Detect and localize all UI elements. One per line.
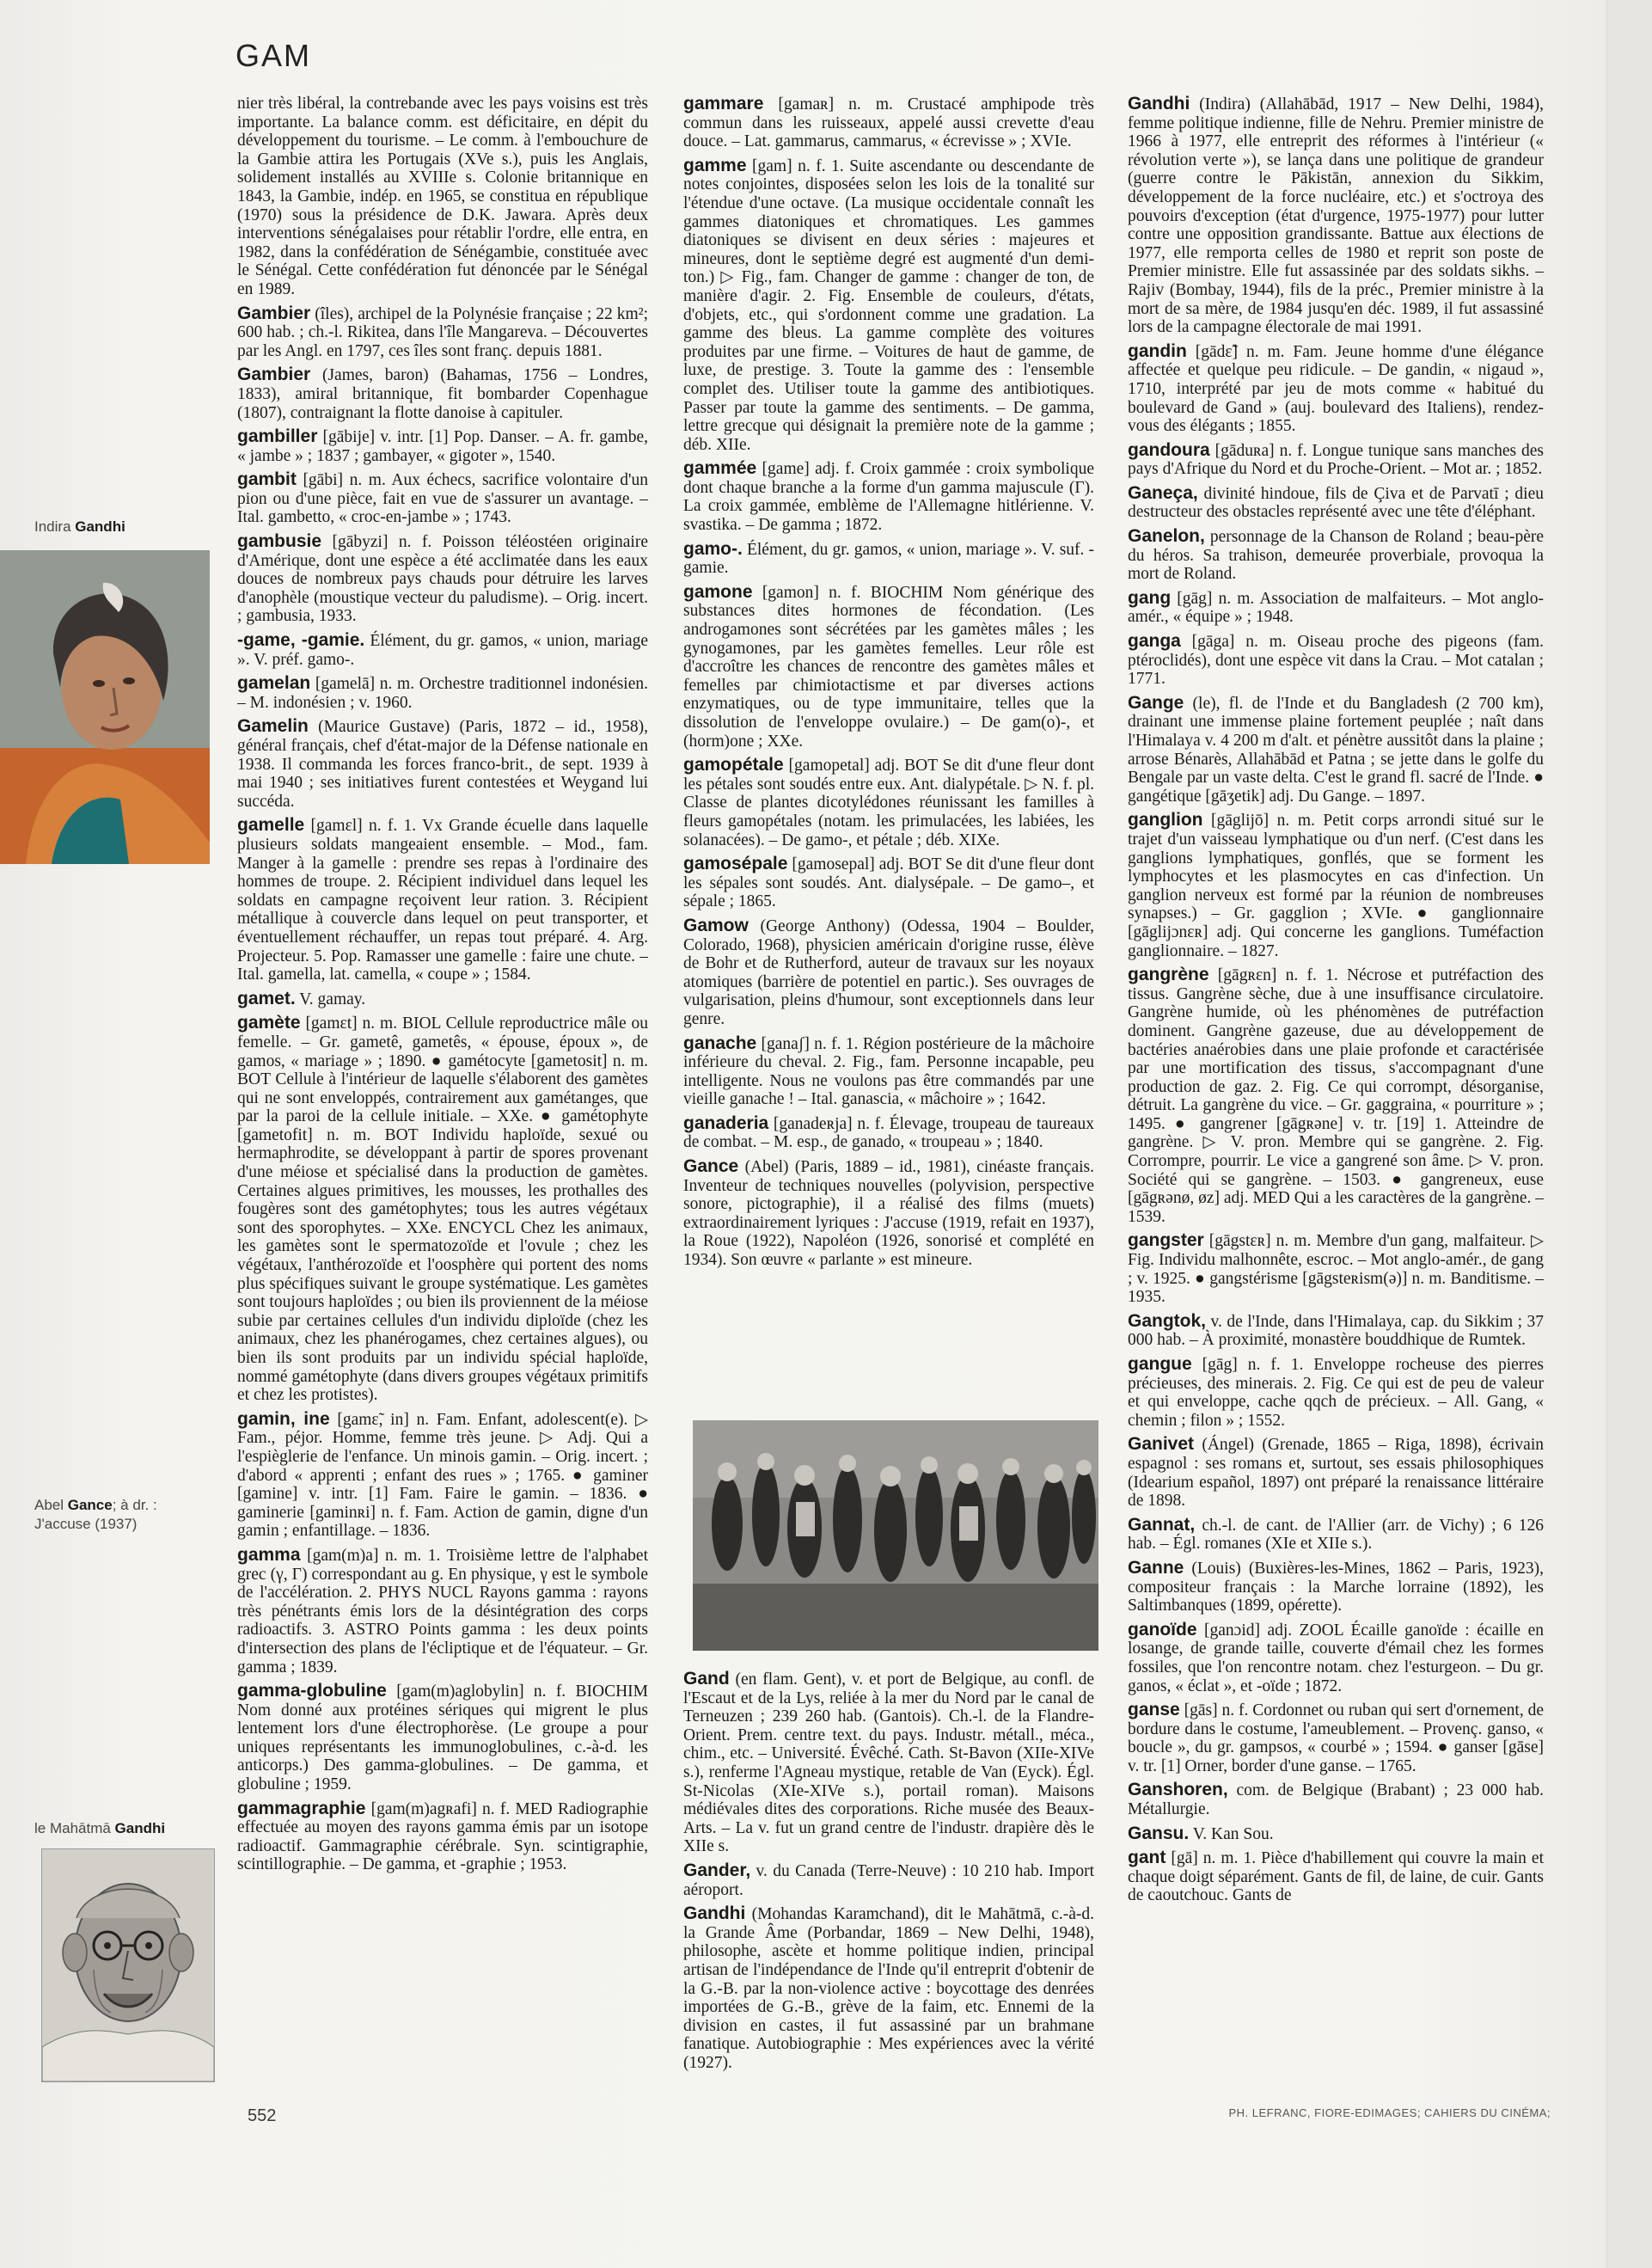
dictionary-entry	[683, 756, 1094, 849]
entry-headword: ganse	[1128, 1700, 1180, 1720]
entry-definition: (George Anthony) (Odessa, 1904 – Boulder, Colorado, 1968), physicien américain d'origine russe, élève de Bohr et de Rutherford, auteur de travaux sur les noyaux atomiques (barrière de potentiel en partic.). Ses ouvrages de vulgarisation, pleins d'humour, sont exceptionnels dans leur genre.	[683, 916, 1094, 1028]
entry-headword: gangster	[1128, 1230, 1204, 1251]
entry-definition: Élément, du gr. gamos, « union, mariage ». V. suf. -gamie.	[683, 540, 1094, 578]
entry-headword: Ganivet	[1128, 1434, 1195, 1455]
dictionary-entry	[683, 855, 1094, 911]
entry-definition: [gamɛ̃, in] n. Fam. Enfant, adolescent(e). ▷ Fam., péjor. Homme, femme très jeune. ▷ Adj. Qui a l'espièglerie de l'enfance. Un minois gamin. – Orig. incert. ; d'abord « apprenti ; enfant des rues » ; 1765. ● gaminer [gamine] v. intr. [1] Fam. Faire le gamin. – 1836. ● gaminerie [gaminʀi] n. f. Fam. Action de gamin, digne d'un gamin ; enfantillage. – 1836.	[237, 1410, 648, 1541]
entry-headword: gammée	[683, 458, 757, 479]
dictionary-entry	[1128, 1781, 1544, 1818]
entry-definition: [gāglijō] n. m. Petit corps arrondi situé sur le trajet d'un vaisseau lymphatique ou d'un nerf. (C'est dans les ganglions lymphatiques, gonflés, que se forment les lymphocytes et les plasmocytes en cas d'infection. Un ganglion nerveux est formé par la réunion de nombreuses synapses.) – Gr. gagglion ; XVIe. ● ganglionnaire [gāglijɔnɛʀ] adj. Qui concerne les ganglions. Tuméfaction ganglionnaire. – 1827.	[1128, 812, 1544, 960]
entry-definition: (en flam. Gent), v. et port de Belgique, au confl. de l'Escaut et de la Lys, reliée à la mer du Nord par le canal de Terneuzen ; 239 260 hab. (Gantois). Ch.-l. de la Flandre-Orient. Prem. centre text. du pays. Industr. métall., méca., chim., etc. – Université. Évêché. Cath. St-Bavon (XIIe-XIVe s.), renferme l'Agneau mystique, retable de Van (Eyck). Égl. St-Nicolas (XIe-XIVe s.), portail roman). Maisons médiévales dites des corporations. Riche musée des Beaux-Arts. – La v. fut un grand centre de l'industr. drapière dès le XIIe s.	[683, 1670, 1094, 1856]
entry-definition: nier très libéral, la contrebande avec les pays voisins est très importante. La balance comm. est déficitaire, en dépit du développement du tourisme. – Le comm. à l'embouchure de la Gambie attira les Portugais (XVe s.), puis les Anglais, solidement installés au XVIIIe s. Colonie britannique en 1843, la Gambie, indép. en 1965, se constitua en république (1970) sous la présidence de D.K. Jawara. Après deux interventions sénégalaises pour rétablir l'ordre, elle entra, en 1982, dans la confédération de Sénégambie, constituée avec le Sénégal. Cette confédération fut dénoncée par le Sénégal en 1989.	[237, 95, 648, 298]
entry-headword: gamelle	[237, 815, 305, 836]
entry-definition: (Indira) (Allahābād, 1917 – New Delhi, 1984), femme politique indienne, fille de Nehru. Premier ministre de 1966 à 1977, elle entreprit des réformes à l'intérieur (« révolution verte »), se lança dans une politique de grandeur (guerre contre le Pākistān, annexion du Sikkim, développement de la force nucléaire, etc.) et s'octroya des pouvoirs d'exception (état d'urgence, 1975-1977) pour lutter contre une opposition grandissante. Battue aux élections de 1977, elle remporta celles de 1980 et reprit son poste de Premier ministre. Elle fut assassinée par des soldats sikhs. – Rajiv (Bombay, 1944), fils de la préc., Premier ministre à la mort de sa mère, de 1984 jusqu'en déc. 1989, il fut assassiné lors de la campagne électorale de mai 1991.	[1128, 95, 1544, 337]
entry-headword: Gandhi	[683, 1903, 746, 1924]
dictionary-entry	[1128, 95, 1544, 337]
entry-definition: (îles), archipel de la Polynésie française ; 22 km²; 600 hab. ; ch.-l. Rikitea, dans l'île Mangareva. – Découvertes par les Angl. en 1797, ces îles sont franç. depuis 1881.	[237, 304, 648, 360]
entry-definition: ch.-l. de cant. de l'Allier (arr. de Vichy) ; 6 126 hab. – Égl. romanes (XIe et XIIe s.).	[1128, 1516, 1544, 1554]
entry-definition: [gam(m)a] n. m. 1. Troisième lettre de l'alphabet grec (γ, Γ) correspondant au g. En physique, γ est le symbole de l'accélération. 2. PHYS NUCL Rayons gamma : rayons très pénétrants émis lors de la désintégration des corps radioactifs. 3. ASTRO Points gamma : les deux points d'intersection des plans de l'écliptique et de l'équateur. – Gr. gamma ; 1839.	[237, 1546, 648, 1676]
dictionary-entry	[237, 631, 648, 669]
dictionary-entry	[683, 916, 1094, 1029]
entry-headword: Ganne	[1128, 1557, 1184, 1578]
dictionary-entry	[683, 95, 1094, 151]
entry-definition: [gāduʀa] n. f. Longue tunique sans manches des pays d'Afrique du Nord et du Proche-Orient. – Mot ar. ; 1852.	[1128, 441, 1544, 479]
dictionary-entry	[683, 1034, 1094, 1109]
entry-headword: Gansu.	[1128, 1823, 1190, 1843]
dictionary-entry	[683, 583, 1094, 751]
dictionary-entry	[1128, 527, 1544, 584]
dictionary-entry	[237, 816, 648, 984]
dictionary-entry	[237, 1799, 648, 1874]
entry-headword: gammare	[683, 95, 764, 113]
entry-definition: v. de l'Inde, dans l'Himalaya, cap. du Sikkim ; 37 000 hab. – À proximité, monastère bouddhique de Rumtek.	[1128, 1312, 1544, 1350]
dictionary-entry	[237, 95, 648, 299]
dictionary-entry	[237, 990, 648, 1009]
entry-headword: gamo-.	[683, 538, 743, 559]
entry-headword: Ganelon,	[1128, 526, 1205, 547]
entry-definition: (Louis) (Buxières-les-Mines, 1862 – Paris, 1923), compositeur français : la Marche lorraine (1892), les Saltimbanques (1899, opérette).	[1128, 1559, 1544, 1615]
dictionary-entry	[1128, 1355, 1544, 1430]
dictionary-entry	[1128, 811, 1544, 960]
entry-headword: gamma	[237, 1544, 301, 1565]
dictionary-entry	[1128, 1516, 1544, 1554]
entry-headword: gangrène	[1128, 965, 1209, 985]
dictionary-entry	[237, 1546, 648, 1676]
entry-definition: [ganaʃ] n. f. 1. Région postérieure de la mâchoire inférieure du cheval. 2. Fig., fam. Personne incapable, peu intelligente. Nous ne voulons pas être commandés par une vieille ganache ! – Ital. ganascia, « mâchoire » ; 1642.	[683, 1034, 1094, 1109]
dictionary-entry	[237, 304, 648, 361]
entry-headword: Gange	[1128, 692, 1184, 713]
entry-headword: Ganeça,	[1128, 482, 1198, 503]
entry-definition: [gamosepal] adj. BOT Se dit d'une fleur dont les sépales sont soudés. Ant. dialysépale. – De gamo–, et sépale ; 1865.	[683, 855, 1094, 911]
dictionary-entry	[237, 427, 648, 465]
entry-headword: gang	[1128, 587, 1172, 608]
entry-headword: gangue	[1128, 1354, 1192, 1374]
caption-indira-gandhi: Indira Gandhi	[34, 518, 125, 535]
entry-definition: [gābi] n. m. Aux échecs, sacrifice volontaire d'un pion ou d'une pièce, fait en vue de s'assurer un avantage. – Ital. gambetto, « croc-en-jambe » ; 1743.	[237, 471, 648, 527]
entry-headword: gamme	[683, 155, 747, 175]
dictionary-entry	[1128, 1848, 1544, 1905]
dictionary-entry	[1128, 484, 1544, 522]
entry-definition: [gāgʀɛn] n. f. 1. Nécrose et putréfaction des tissus. Gangrène sèche, due à une insuffisance circulatoire. Gangrène humide, où les phénomènes de putréfaction dominent. Gangrène gazeuse, due au développement de bactéries anaérobies dans une plaie profonde et caractérisée par une mortification des tissus, s'accompagnant d'une production de gaz. 2. Fig. Ce qui corrompt, désorganise, détruit. La gangrène du vice. – Gr. gaggraina, « pourriture » ; 1495. ● gangrener [gāgʀəne] v. tr. [19] 1. Atteindre de gangrène. ▷ V. pron. Membre qui se gangrène. 2. Fig. Corrompre, pourrir. Le vice a gangrené son âme. ▷ V. pron. Société qui se gangrène. – 1503. ● gangreneux, euse [gāgʀənø, øz] adj. MED Qui a les caractères de la gangrène. – 1539.	[1128, 966, 1544, 1226]
dictionary-entry	[237, 1410, 648, 1541]
entry-definition: V. Kan Sou.	[1192, 1824, 1274, 1843]
entry-definition: [gādɛ̃] n. m. Fam. Jeune homme d'une élégance affectée et quelque peu ridicule. – De gandin, « nigaud », 1710, interprété par jeu de mots comme « habitué du boulevard de Gand » (auj. boulevard des Italiens), rendez-vous des élégants ; 1855.	[1128, 342, 1544, 436]
dictionary-entry	[683, 1157, 1094, 1270]
entry-definition: [gamɛl] n. f. 1. Vx Grande écuelle dans laquelle plusieurs soldats mangeaient ensemble. – Mod., fam. Manger à la gamelle : prendre ses repas à l'ordinaire des hommes de troupe. 2. Récipient individuel dans lequel les soldats en campagne reçoivent leur ration. 3. Récipient métallique à couvercle dans lequel on peut transporter, et éventuellement réchauffer, un repas tout préparé. 4. Arg. Projecteur. 5. Pop. Ramasser une gamelle : faire une chute. – Ital. gamella, lat. camella, « coupe » ; 1584.	[237, 817, 648, 984]
dictionary-entry	[683, 1670, 1094, 1856]
entry-definition: [gā] n. m. 1. Pièce d'habillement qui couvre la main et chaque doigt séparément. Gants de fil, de laine, de cuir. Gants de caoutchouc. Gants de	[1128, 1849, 1544, 1905]
entry-headword: -game, -gamie.	[237, 630, 365, 651]
entry-definition: [ganadeʀja] n. f. Élevage, troupeau de taureaux de combat. – M. esp., de ganado, « troupeau » ; 1840.	[683, 1114, 1094, 1152]
portrait-illustration	[0, 550, 210, 864]
entry-headword: gamet.	[237, 988, 296, 1008]
entry-headword: gant	[1128, 1848, 1166, 1868]
entry-definition: [gāgstɛʀ] n. m. Membre d'un gang, malfaiteur. ▷ Fig. Individu malhonnête, escroc. – Mot anglo-amér., de gang ; v. 1925. ● gangstérisme [gāgsteʀism(ə)] n. m. Banditisme. – 1935.	[1128, 1232, 1544, 1307]
entry-definition: [gābije] v. intr. [1] Pop. Danser. – A. fr. gambe, « jambe » ; 1837 ; gambayer, « gigoter », 1540.	[237, 428, 648, 465]
dictionary-entry	[237, 470, 648, 527]
entry-headword: Gangtok,	[1128, 1310, 1207, 1331]
entry-headword: gambiller	[237, 426, 318, 447]
dictionary-entry	[1128, 1559, 1544, 1615]
text-column-1	[237, 95, 648, 2089]
text-column-3	[1128, 95, 1544, 2081]
dictionary-entry	[1128, 1824, 1544, 1844]
entry-headword: Gambier	[237, 365, 311, 385]
dictionary-entry	[1128, 1312, 1544, 1350]
dictionary-entry	[1128, 694, 1544, 806]
entry-definition: [gābyzi] n. f. Poisson téléostéen originaire d'Amérique, dont une espèce a été acclimatée dans les eaux douces de nombreux pays chauds pour détruire les larves d'anophèle (moustique vecteur du paludisme). – Orig. incert. ; gambusia, 1933.	[237, 533, 648, 626]
dictionary-entry	[237, 674, 648, 712]
film-still-illustration	[693, 1420, 1098, 1651]
photo-mahatma-gandhi	[41, 1848, 215, 2082]
entry-headword: gamone	[683, 581, 753, 602]
page-edge	[1606, 0, 1652, 2268]
entry-definition: [gamelā] n. m. Orchestre traditionnel indonésien. – M. indonésien ; v. 1960.	[237, 675, 648, 712]
entry-definition: divinité hindoue, fils de Çiva et de Parvatī ; dieu destructeur des obstacles représenté avec une tête d'éléphant.	[1128, 484, 1544, 522]
dictionary-entry	[683, 1114, 1094, 1152]
page-number: 552	[248, 2106, 277, 2125]
photo-indira-gandhi	[0, 550, 210, 864]
entry-headword: ganache	[683, 1033, 757, 1053]
entry-definition: [gam(m)agʀafi] n. f. MED Radiographie effectuée au moyen des rayons gamma émis par un isotope radioactif. Gammagraphie cérébrale. Syn. scintigraphie, scintillographie. – De gamma, et -graphie ; 1953.	[237, 1799, 648, 1874]
dictionary-entry	[683, 1904, 1094, 2072]
dictionary-entry	[237, 717, 648, 811]
dictionary-entry	[237, 532, 648, 626]
entry-definition: V. gamay.	[299, 990, 366, 1008]
entry-headword: Ganshoren,	[1128, 1780, 1228, 1800]
portrait-illustration	[42, 1849, 214, 2081]
entry-headword: Gannat,	[1128, 1514, 1196, 1535]
entry-headword: Gamelin	[237, 716, 309, 737]
entry-headword: gamin, ine	[237, 1408, 330, 1429]
entry-headword: Gambier	[237, 303, 311, 323]
entry-headword: gamète	[237, 1013, 301, 1033]
entry-headword: gamma-globuline	[237, 1681, 387, 1701]
entry-headword: gamosépale	[683, 854, 788, 874]
entry-definition: [gamon] n. f. BIOCHIM Nom générique des substances dites hormones de fécondation. (Les androgamones sont sécrétées par les gamètes mâles ; les gynogamones, par les gamètes femelles. Leur rôle est d'accroître les chances de rencontre des gamètes mâles et femelles par chimiotactisme et par diverses actions enzymatiques, ou de type immunitaire, telles que la dissolution de l'enveloppe ovulaire.) – De gam(o)-, et (horm)one ; XXe.	[683, 583, 1094, 751]
entry-headword: ganglion	[1128, 810, 1203, 831]
entry-headword: gandin	[1128, 340, 1187, 361]
entry-definition: [gamɛt] n. m. BIOL Cellule reproductrice mâle ou femelle. – Gr. gametê, gametês, « épouse, époux », de gamos, « mariage » ; 1890. ● gamétocyte [gametosit] n. m. BOT Cellule à l'intérieur de laquelle s'élaborent des gamètes qui ne sont enveloppés, contrairement aux gamétanges, que par la paroi de la cellule initiale. – XXe. ● gamétophyte [gametofit] n. m. BOT Individu haploïde, sexué ou hermaphrodite, se développant à partir de spores provenant d'une méiose et spécialisé dans la production de gamètes. Certaines algues primitives, les mousses, les prothalles des fougères sont des gamétophytes; tous les autres végétaux sont des sporophytes. – XXe. ENCYCL Chez les animaux, les gamètes sont le spermatozoïde et l'ovule ; chez les végétaux, l'anthérozoïde et l'oosphère qui portent des noms plus spécifiques suivant le groupe systématique. Les gamètes sont toujours haploïdes ; ou bien ils proviennent de la méiose subie par certaines cellules d'un individu diploïde (chez les animaux, chez les phanérogames, chez certaines algues), ou bien ils sont produits par un individu spécial haploïde, nommé gamétophyte (dans divers groupes végétaux primitifs et chez les protistes).	[237, 1014, 648, 1405]
entry-definition: (Abel) (Paris, 1889 – id., 1981), cinéaste français. Inventeur de techniques nouvelles (polyvision, perspective sonore, pictographie), il a réalisé des films (muets) extraordinairement lyriques : J'accuse (1919, refait en 1937), la Roue (1922), Napoléon (1926, sonorisé et complété en 1934). Son œuvre « parlante » est mineure.	[683, 1158, 1094, 1270]
dictionary-entry	[683, 540, 1094, 578]
entry-headword: gambit	[237, 469, 297, 490]
dictionary-entry	[1128, 441, 1544, 479]
entry-definition: [gāga] n. m. Oiseau proche des pigeons (fam. ptéroclidés), dont une espèce vit dans la Crau. – Mot catalan ; 1771.	[1128, 633, 1544, 689]
entry-definition: personnage de la Chanson de Roland ; beau-père du héros. Sa trahison, demeurée proverbiale, provoqua la mort de Roland.	[1128, 528, 1544, 584]
entry-definition: (Ángel) (Grenade, 1865 – Riga, 1898), écrivain espagnol : ses romans et, surtout, ses essais philosophiques (Idearium español, 1897) ont préparé la renaissance littéraire de 1898.	[1128, 1436, 1544, 1511]
photo-credits: PH. LEFRANC, FIORE-EDIMAGES; CAHIERS DU CINÉMA;	[1228, 2106, 1551, 2119]
dictionary-entry	[1128, 632, 1544, 689]
caption-mahatma-gandhi: le Mahātmā Gandhi	[34, 1820, 166, 1836]
dictionary-entry	[237, 365, 648, 422]
dictionary-entry	[1128, 1701, 1544, 1775]
entry-headword: Gand	[683, 1670, 730, 1689]
entry-definition: [gamopetal] adj. BOT Se dit d'une fleur dont les pétales sont soudés entre eux. Ant. dialypétale. ▷ N. f. pl. Classe de plantes dicotylédones réunissant les familles à fleurs gamopétales (notam. les primulacées, les labiées, les solanacées). – De gamo-, et pétale ; déb. XIXe.	[683, 757, 1094, 849]
dictionary-entry	[237, 1682, 648, 1794]
caption-abel-gance: Abel Gance; à dr. : J'accuse (1937)	[34, 1497, 157, 1532]
dictionary-entry	[683, 1861, 1094, 1899]
dictionary-entry	[237, 1014, 648, 1404]
entry-definition: [ganɔid] adj. ZOOL Écaille ganoïde : écaille en losange, de grande taille, couverte d'émail chez les formes fossiles, que l'on rencontre notam. chez l'esturgeon. – Du gr. ganos, « éclat », et -oïde ; 1872.	[1128, 1621, 1544, 1695]
entry-headword: ganaderia	[683, 1113, 769, 1133]
entry-headword: Gandhi	[1128, 95, 1190, 113]
entry-headword: gammagraphie	[237, 1798, 366, 1818]
entry-definition: (le), fl. de l'Inde et du Bangladesh (2 700 km), drainant une immense plaine fortement peuplée ; naît dans l'Himalaya v. 4 200 m d'alt. et pénètre aussitôt dans la plaine ; arrose Bénarès, Allahābād et Patna ; se jette dans le golfe du Bengale par un vaste delta. C'est le grand fl. sacré de l'Inde. ● gangétique [gāʒetik] adj. Du Gange. – 1897.	[1128, 694, 1544, 806]
entry-definition: [game] adj. f. Croix gammée : croix symbolique dont chaque branche a la forme d'un gamma majuscule (Γ). La croix gammée, emblème de l'Allemagne hitlérienne. V. svastika. – De gamma ; 1872.	[683, 460, 1094, 535]
entry-definition: [gam(m)aglobylin] n. f. BIOCHIM Nom donné aux protéines sériques qui migrent le plus lentement lors d'une électrophorèse. (Le groupe a pour uniques représentants les immunoglobulines, c.-à-d. les anticorps.) Des gamma-globulines. – De gamma, et globuline ; 1959.	[237, 1683, 648, 1794]
entry-definition: [gam] n. f. 1. Suite ascendante ou descendante de notes conjointes, disposées selon les lois de la tonalité sur l'étendue d'une octave. (La musique occidentale connaît les gammes diatoniques et chromatiques. Les gammes diatoniques se divisent en deux séries : majeures et mineures, dont le septième degré est augmenté d'un demi-ton.) ▷ Fig., fam. Changer de gamme : changer de ton, de manière d'agir. 2. Fig. Ensemble de couleurs, d'états, d'objets, etc., qui s'ordonnent comme une gradation. La gamme des bleus. La gamme complète des voitures produites par une firme. – Voitures de haut de gamme, de luxe, de prestige. 3. Toute la gamme des : l'ensemble complet des. Utiliser toute la gamme des antibiotiques. Passer par toute la gamme des sentiments. – De gamma, lettre grecque qui désignait la première note de la gamme ; déb. XIIe.	[683, 156, 1094, 454]
dictionary-entry	[1128, 589, 1544, 627]
entry-headword: gamopétale	[683, 755, 784, 775]
entry-definition: (Maurice Gustave) (Paris, 1872 – id., 1958), général français, chef d'état-major de la Défense nationale en 1938. Il commanda les forces franco-brit., de sept. 1939 à mai 1940 ; ses initiatives furent contestées et Weygand lui succéda.	[237, 718, 648, 811]
guide-word: GAM	[236, 38, 312, 73]
entry-definition: [gamaʀ] n. m. Crustacé amphipode très commun dans les ruisseaux, appelé aussi crevette d'eau douce. – Lat. gammarus, cammarus, « écrevisse » ; XVIe.	[683, 95, 1094, 151]
entry-headword: Gamow	[683, 915, 749, 935]
entry-definition: v. du Canada (Terre-Neuve) : 10 210 hab. Import aéroport.	[683, 1861, 1094, 1899]
photo-jaccuse-film-still	[693, 1420, 1098, 1651]
dictionary-entry	[683, 459, 1094, 534]
entry-headword: Gance	[683, 1156, 739, 1177]
entry-definition: com. de Belgique (Brabant) ; 23 000 hab. Métallurgie.	[1128, 1781, 1544, 1819]
dictionary-entry	[683, 156, 1094, 455]
entry-definition: Élément, du gr. gamos, « union, mariage ». V. préf. gamo-.	[237, 632, 648, 669]
entry-headword: gandoura	[1128, 439, 1210, 460]
entry-definition: (James, baron) (Bahamas, 1756 – Londres, 1833), amiral britannique, fit bombarder Copenhague (1807), contraignant la flotte danoise à capituler.	[237, 366, 648, 422]
entry-definition: [gāg] n. f. 1. Enveloppe rocheuse des pierres précieuses, des minerais. 2. Fig. Ce qui est de peu de valeur et qui enveloppe, cache qqch de précieux. – All. Gang, « chemin ; filon » ; 1552.	[1128, 1356, 1544, 1430]
entry-headword: gambusie	[237, 531, 322, 552]
entry-headword: Gander,	[683, 1860, 751, 1880]
entry-definition: [gāg] n. m. Association de malfaiteurs. – Mot anglo-amér., « équipe » ; 1948.	[1128, 589, 1544, 627]
dictionary-entry	[1128, 342, 1544, 436]
entry-headword: ganga	[1128, 631, 1181, 652]
dictionary-entry	[1128, 965, 1544, 1226]
entry-definition: [gās] n. f. Cordonnet ou ruban qui sert d'ornement, de bordure dans le costume, l'ameublement. – Provenç. ganso, « boucle », du gr. gampsos, « courbé » ; 1594. ● ganser [gāse] v. tr. [1] Orner, border d'une ganse. – 1765.	[1128, 1701, 1544, 1775]
dictionary-entry	[1128, 1231, 1544, 1306]
text-column-2	[683, 95, 1094, 1423]
entry-headword: gamelan	[237, 673, 311, 694]
entry-definition: (Mohandas Karamchand), dit le Mahātmā, c.-à-d. la Grande Âme (Porbandar, 1869 – New Delhi, 1948), philosophe, ascète et homme politique indien, principal artisan de l'indépendance de l'Inde qu'il entreprit d'obtenir de la G.-B. par la non-violence active : boycottage des denrées importées de G.-B., grève de la faim, etc. Ennemi de la division en castes, il fut assassiné par un brahmane fanatique. Autobiographie : Mes expériences avec la vérité (1927).	[683, 1905, 1094, 2072]
entry-headword: ganoïde	[1128, 1619, 1197, 1640]
dictionary-entry	[1128, 1621, 1544, 1695]
text-column-2-continued	[683, 1670, 1094, 2091]
dictionary-entry	[1128, 1435, 1544, 1510]
